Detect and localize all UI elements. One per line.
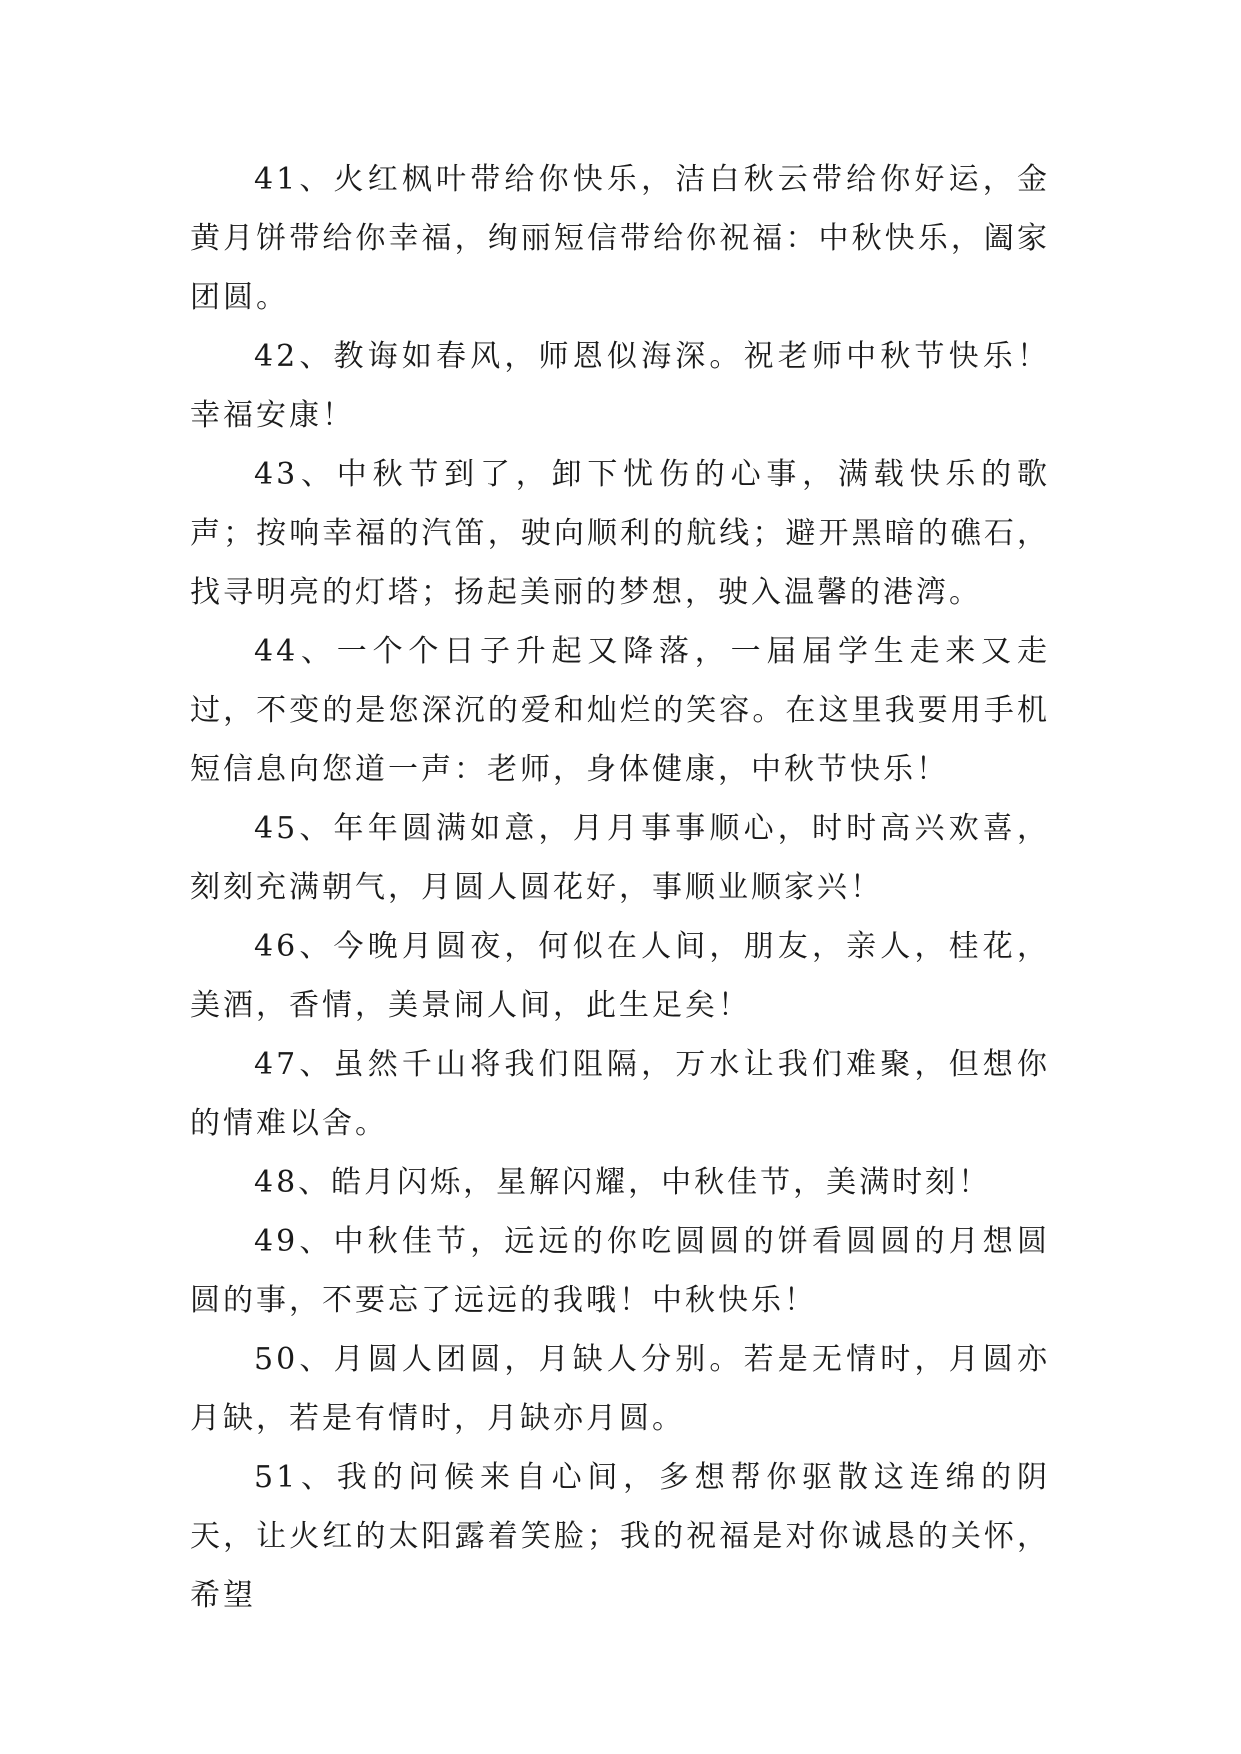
blessing-paragraph-51: 51、我的问候来自心间，多想帮你驱散这连绵的阴天，让火红的太阳露着笑脸；我的祝福是对你诚恳的关怀，希望 bbox=[190, 1460, 1050, 1613]
blessing-paragraph-46: 46、今晚月圆夜，何似在人间，朋友，亲人，桂花，美酒，香情，美景闹人间，此生足矣！ bbox=[190, 929, 1050, 1023]
document-body bbox=[190, 150, 1050, 1625]
blessing-paragraph-47: 47、虽然千山将我们阻隔，万水让我们难聚，但想你的情难以舍。 bbox=[190, 1047, 1050, 1141]
blessing-paragraph-45: 45、年年圆满如意，月月事事顺心，时时高兴欢喜，刻刻充满朝气，月圆人圆花好，事顺业顺家兴！ bbox=[190, 811, 1050, 905]
blessing-paragraph-49: 49、中秋佳节，远远的你吃圆圆的饼看圆圆的月想圆圆的事，不要忘了远远的我哦！中秋快乐！ bbox=[190, 1224, 1050, 1318]
blessing-paragraph-43: 43、中秋节到了，卸下忧伤的心事，满载快乐的歌声；按响幸福的汽笛，驶向顺利的航线；避开黑暗的礁石，找寻明亮的灯塔；扬起美丽的梦想，驶入温馨的港湾。 bbox=[190, 457, 1050, 610]
blessing-paragraph-50: 50、月圆人团圆，月缺人分别。若是无情时，月圆亦月缺，若是有情时，月缺亦月圆。 bbox=[190, 1342, 1050, 1436]
blessing-paragraph-41: 41、火红枫叶带给你快乐，洁白秋云带给你好运，金黄月饼带给你幸福，绚丽短信带给你祝福：中秋快乐，阖家团圆。 bbox=[190, 162, 1050, 315]
blessing-paragraph-48: 48、皓月闪烁，星解闪耀，中秋佳节，美满时刻！ bbox=[254, 1165, 992, 1200]
blessing-paragraph-44: 44、一个个日子升起又降落，一届届学生走来又走过，不变的是您深沉的爱和灿烂的笑容。在这里我要用手机短信息向您道一声：老师，身体健康，中秋节快乐！ bbox=[190, 634, 1050, 787]
blessing-paragraph-42: 42、教诲如春风，师恩似海深。祝老师中秋节快乐！幸福安康！ bbox=[190, 339, 1050, 433]
